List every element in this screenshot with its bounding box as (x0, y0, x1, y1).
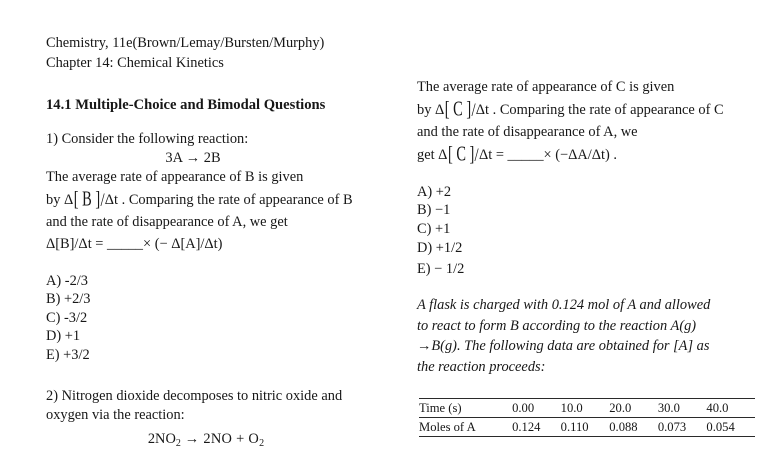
time-value-2: 20.0 (609, 399, 658, 418)
moles-value-2: 0.088 (609, 418, 658, 437)
fraction-slash-icon: / (100, 190, 105, 211)
bracket-c-2: [ C ] (447, 143, 475, 167)
passage-line-3: →B(g). The following data are obtained for [A] as (417, 338, 710, 355)
qr-choice-c[interactable]: C) +1 (417, 220, 451, 237)
moles-value-4: 0.054 (706, 418, 755, 437)
q1-choice-d[interactable]: D) +1 (46, 328, 81, 345)
question-1-body-line-2 (46, 187, 396, 213)
left-column (46, 34, 396, 453)
fraction-slash-icon: / (474, 145, 479, 166)
q2-subscript-2: 2 (259, 438, 265, 450)
delta-b-prefix: by Δ (46, 192, 74, 208)
fraction-slash-icon: / (471, 100, 476, 121)
qr-choice-b[interactable]: B) −1 (417, 202, 451, 219)
bracket-c: [ C ] (444, 98, 472, 122)
question-right-body-line-3: and the rate of disappearance of A, we (417, 124, 638, 140)
time-value-1: 10.0 (561, 399, 610, 418)
question-right-body-line-2 (417, 97, 769, 123)
question-1-equation-text: Δ[B]/Δt = _____× (− Δ[A]/Δt) (46, 236, 223, 252)
moles-value-1: 0.110 (561, 418, 610, 437)
q1-choice-b[interactable]: B) +2/3 (46, 291, 91, 308)
q2-reaction-middle: → 2NO + O (180, 431, 260, 448)
chapter-line: Chapter 14: Chemical Kinetics (46, 54, 224, 71)
passage-line-2: to react to form B according to the reaction A(g) (417, 317, 697, 334)
row-label-moles: Moles of A (419, 418, 512, 437)
table-row-time (419, 399, 755, 418)
question-right-equation (417, 142, 769, 168)
time-value-0: 0.00 (512, 399, 561, 418)
passage-line-4: the reaction proceeds: (417, 358, 546, 375)
question-1-body-line-3: and the rate of disappearance of A, we get (46, 214, 288, 230)
get-delta-c-prefix: get Δ (417, 147, 448, 163)
passage-line-1: A flask is charged with 0.124 mol of A and allowed (417, 297, 711, 314)
moles-value-0: 0.124 (512, 418, 561, 437)
time-value-4: 40.0 (706, 399, 755, 418)
row-label-time: Time (s) (419, 399, 512, 418)
q1-choice-e[interactable]: E) +3/2 (46, 346, 90, 363)
qr-choice-e[interactable]: E) − 1/2 (417, 261, 465, 278)
q1-choice-a[interactable]: A) -2/3 (46, 273, 88, 289)
delta-c-suffix: Δt . Comparing the rate of appearance of C (475, 102, 724, 118)
get-delta-c-suffix: Δt = _____× (−ΔA/Δt) . (478, 147, 618, 163)
qr-choice-a[interactable]: A) +2 (417, 184, 452, 200)
delta-b-suffix: Δt . Comparing the rate of appearance of B (104, 192, 353, 208)
qr-choice-d[interactable]: D) +1/2 (417, 240, 463, 257)
section-heading: 14.1 Multiple-Choice and Bimodal Questions (46, 97, 326, 113)
q2-reaction-prefix: 2NO (147, 431, 176, 448)
question-1-equation (46, 232, 396, 257)
moles-value-3: 0.073 (658, 418, 707, 437)
delta-c-prefix: by Δ (417, 102, 445, 118)
question-1-stem: 1) Consider the following reaction: (46, 131, 249, 147)
question-right-body-line-1: The average rate of appearance of C is given (417, 79, 675, 95)
right-column (417, 78, 769, 377)
table-row-moles (419, 418, 755, 437)
question-2-stem-line-1: 2) Nitrogen dioxide decomposes to nitric oxide and (46, 388, 343, 405)
q2-subscript-1: 2 (175, 438, 181, 450)
kinetics-data-table (419, 398, 755, 437)
question-2-reaction (46, 430, 396, 453)
question-1-body-line-1: The average rate of appearance of B is given (46, 169, 304, 185)
book-title-line: Chemistry, 11e(Brown/Lemay/Bursten/Murphy) (46, 35, 325, 51)
question-2-stem-line-2: oxygen via the reaction: (46, 407, 185, 424)
time-value-3: 30.0 (658, 399, 707, 418)
question-1-reaction: 3A → 2B (165, 150, 221, 166)
bracket-b: [ B ] (73, 188, 101, 212)
q1-choice-c[interactable]: C) -3/2 (46, 309, 88, 326)
